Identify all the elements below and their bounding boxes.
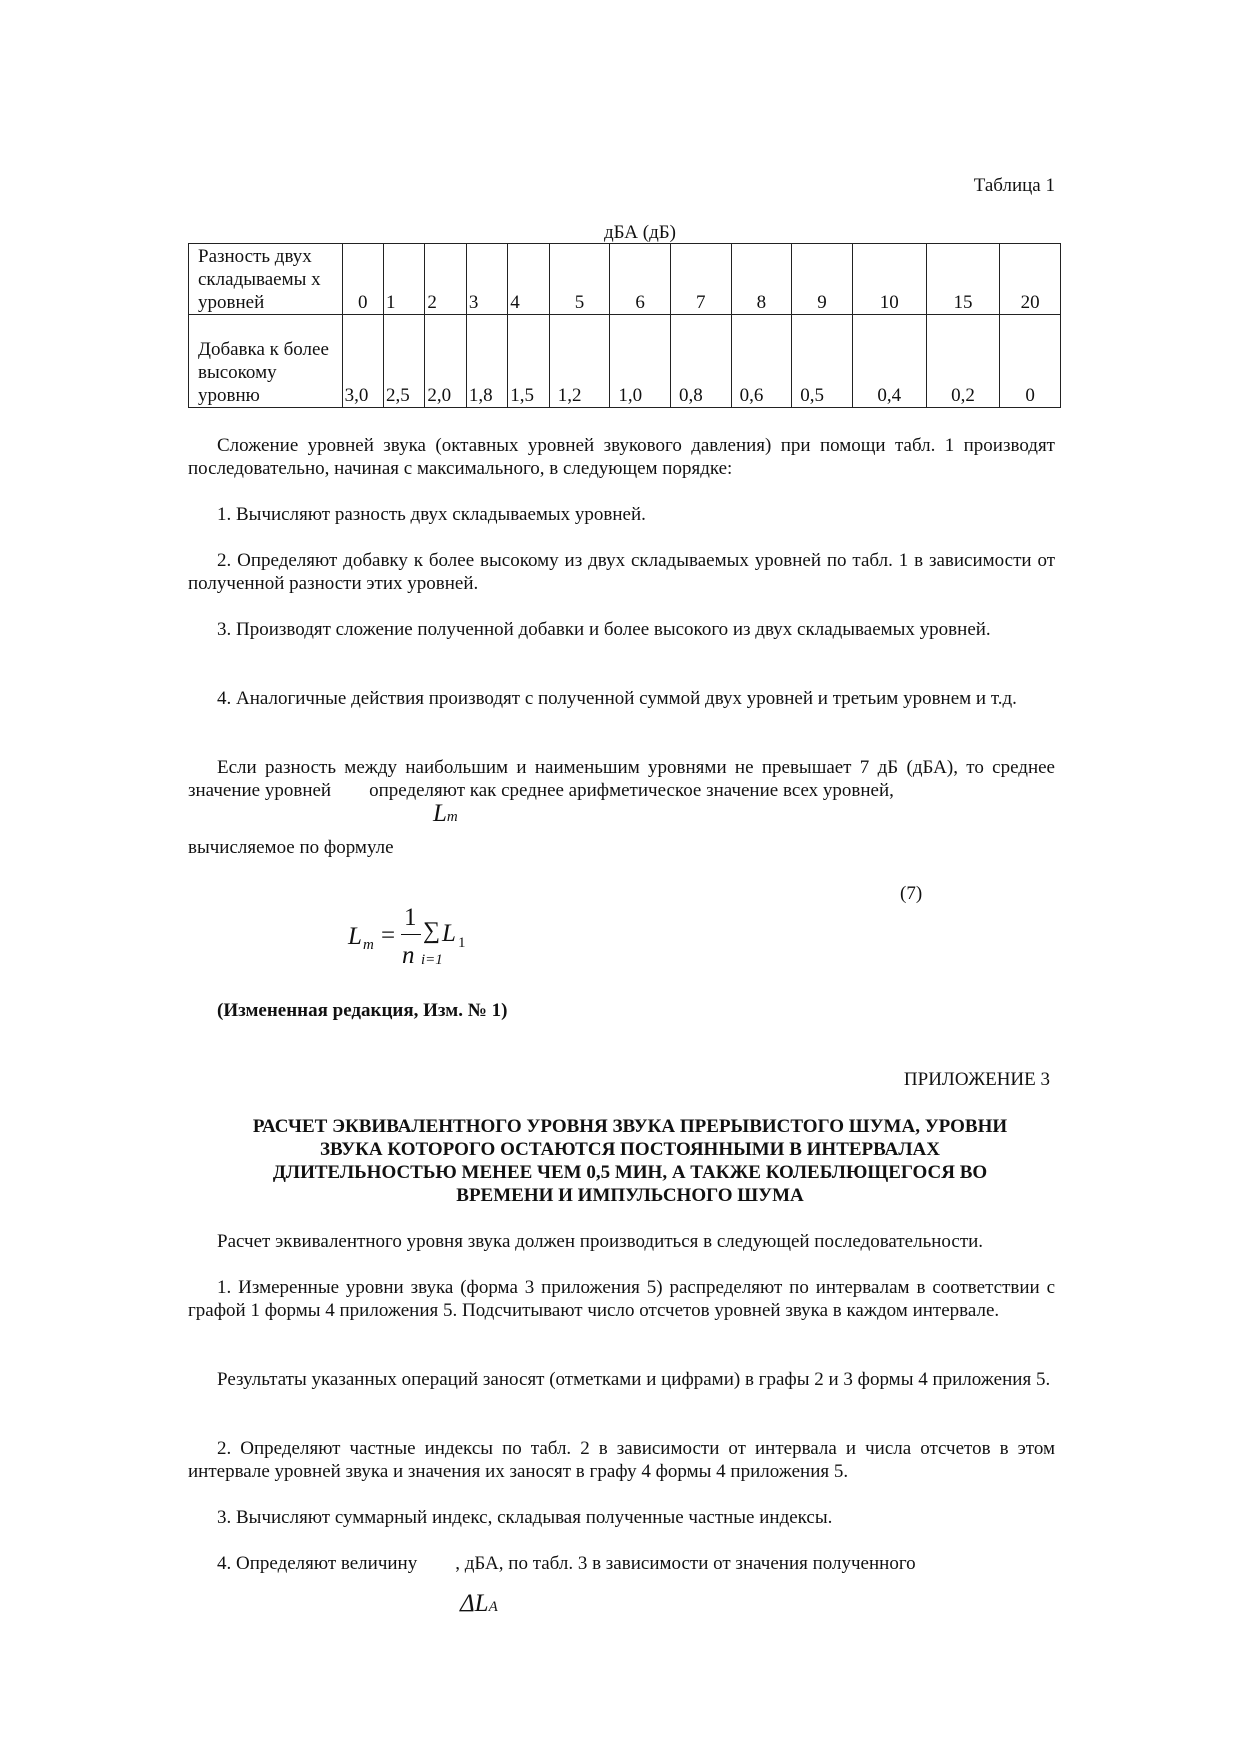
table-label: Таблица 1: [973, 175, 1055, 196]
table-cell: 3,0: [342, 315, 383, 408]
table-cell: 0,2: [926, 315, 1000, 408]
table-cell: 1: [384, 244, 425, 315]
var-subscript: m: [446, 809, 458, 825]
formula-lhs-sub: m: [363, 937, 374, 953]
formula-term: L: [442, 920, 456, 947]
table-cell: 0,4: [852, 315, 926, 408]
inline-var-dla: [460, 1590, 498, 1618]
table-cell: 0: [342, 244, 383, 315]
appendix-title-line: ДЛИТЕЛЬНОСТЬЮ МЕНЕЕ ЧЕМ 0,5 МИН, А ТАКЖЕ КОЛЕБЛЮЩЕГОСЯ ВО: [272, 1162, 988, 1183]
appendix-title-line: РАСЧЕТ ЭКВИВАЛЕНТНОГО УРОВНЯ ЗВУКА ПРЕРЫВИСТОГО ШУМА, УРОВНИ: [252, 1116, 1008, 1137]
table-cell: 6: [610, 244, 671, 315]
appendix-label: ПРИЛОЖЕНИЕ 3: [903, 1069, 1050, 1090]
table-cell: 7: [670, 244, 731, 315]
table-cell: 2,5: [384, 315, 425, 408]
sum-index: i=1: [421, 952, 443, 968]
appendix-step-1: 1. Измеренные уровни звука (форма 3 приложения 5) распределяют по интервалам в соответствии с графой 1 формы 4 приложения 5. Подсчитывают число отсчетов уровней звука в каждом интервале.: [188, 1277, 1055, 1321]
appendix-results: Результаты указанных операций заносят (отметками и цифрами) в графы 2 и 3 формы 4 приложения 5.: [217, 1369, 1051, 1390]
table-cell: 4: [508, 244, 549, 315]
var-symbol: L: [433, 800, 447, 827]
appendix-title-line: ВРЕМЕНИ И ИМПУЛЬСНОГО ШУМА: [456, 1185, 804, 1206]
step-2: 2. Определяют добавку к более высокому из двух складываемых уровней по табл. 1 в зависимости от полученной разности этих уровней.: [188, 550, 1055, 594]
formula-lhs: L: [348, 923, 362, 950]
formula-denominator: n: [402, 942, 415, 969]
step-3: 3. Производят сложение полученной добавки и более высокого из двух складываемых уровней.: [217, 619, 991, 640]
appendix-intro: Расчет эквивалентного уровня звука должен производиться в следующей последовательности.: [217, 1231, 984, 1252]
table-cell: 1,5: [508, 315, 549, 408]
var-symbol: ΔL: [460, 1590, 489, 1617]
table-cell: 2: [425, 244, 466, 315]
var-subscript: A: [488, 1599, 498, 1615]
table-cell: 20: [1000, 244, 1061, 315]
table-cell: 0: [1000, 315, 1061, 408]
table-cell: 1,0: [610, 315, 671, 408]
table-cell: 3: [466, 244, 507, 315]
table-cell: 1,2: [549, 315, 610, 408]
table-cell: 10: [852, 244, 926, 315]
appendix-title-line: ЗВУКА КОТОРОГО ОСТАЮТСЯ ПОСТОЯННЫМИ В ИНТЕРВАЛАХ: [320, 1139, 940, 1160]
appendix-step-4: 4. Определяют величину , дБА, по табл. 3 в зависимости от значения полученного: [217, 1553, 916, 1574]
formula-equals: =: [381, 922, 396, 949]
step-4: 4. Аналогичные действия производят с полученной суммой двух уровней и третьим уровнем и т.д.: [217, 688, 1017, 709]
table-row-addition: [189, 315, 1061, 408]
formula-term-sub: 1: [458, 935, 466, 951]
appendix-step-3: 3. Вычисляют суммарный индекс, складывая полученные частные индексы.: [217, 1507, 833, 1528]
formula-intro: вычисляемое по формуле: [188, 837, 394, 858]
level-addition-table: [188, 243, 1061, 408]
table-cell: 15: [926, 244, 1000, 315]
table-cell: 1,8: [466, 315, 507, 408]
table-cell: 2,0: [425, 315, 466, 408]
table-unit: дБА (дБ): [603, 222, 677, 243]
table-cell: 5: [549, 244, 610, 315]
formula-number: (7): [900, 883, 923, 904]
appendix-title: [200, 1115, 1060, 1207]
sum-sign: ∑: [423, 918, 441, 944]
formula-mean-level: [348, 904, 488, 978]
table-row-difference: [189, 244, 1061, 315]
row-header-difference: Разность двух складываемы х уровней: [189, 244, 343, 315]
table-cell: 0,8: [670, 315, 731, 408]
amendment-note: (Измененная редакция, Изм. № 1): [217, 1000, 508, 1021]
table-cell: 0,6: [731, 315, 792, 408]
paragraph-addition-intro: Сложение уровней звука (октавных уровней звукового давления) при помощи табл. 1 производят последовательно, начиная с максимального, в следующем порядке:: [188, 435, 1055, 479]
inline-var-lm: [433, 800, 458, 828]
fraction-bar: [401, 934, 421, 935]
table-cell: 0,5: [792, 315, 853, 408]
appendix-step-2: 2. Определяют частные индексы по табл. 2 в зависимости от интервала и числа отсчетов в этом интервале уровней звука и значения их заносят в графу 4 формы 4 приложения 5.: [188, 1438, 1055, 1482]
table-cell: 8: [731, 244, 792, 315]
formula-numerator: 1: [404, 904, 417, 931]
row-header-addition: Добавка к более высокому уровню: [189, 315, 343, 408]
table-cell: 9: [792, 244, 853, 315]
paragraph-average: Если разность между наибольшим и наименьшим уровнями не превышает 7 дБ (дБА), то среднее значение уровней определяют как среднее арифметическое значение всех уровней,: [188, 757, 1060, 801]
step-1: 1. Вычисляют разность двух складываемых уровней.: [217, 504, 646, 525]
